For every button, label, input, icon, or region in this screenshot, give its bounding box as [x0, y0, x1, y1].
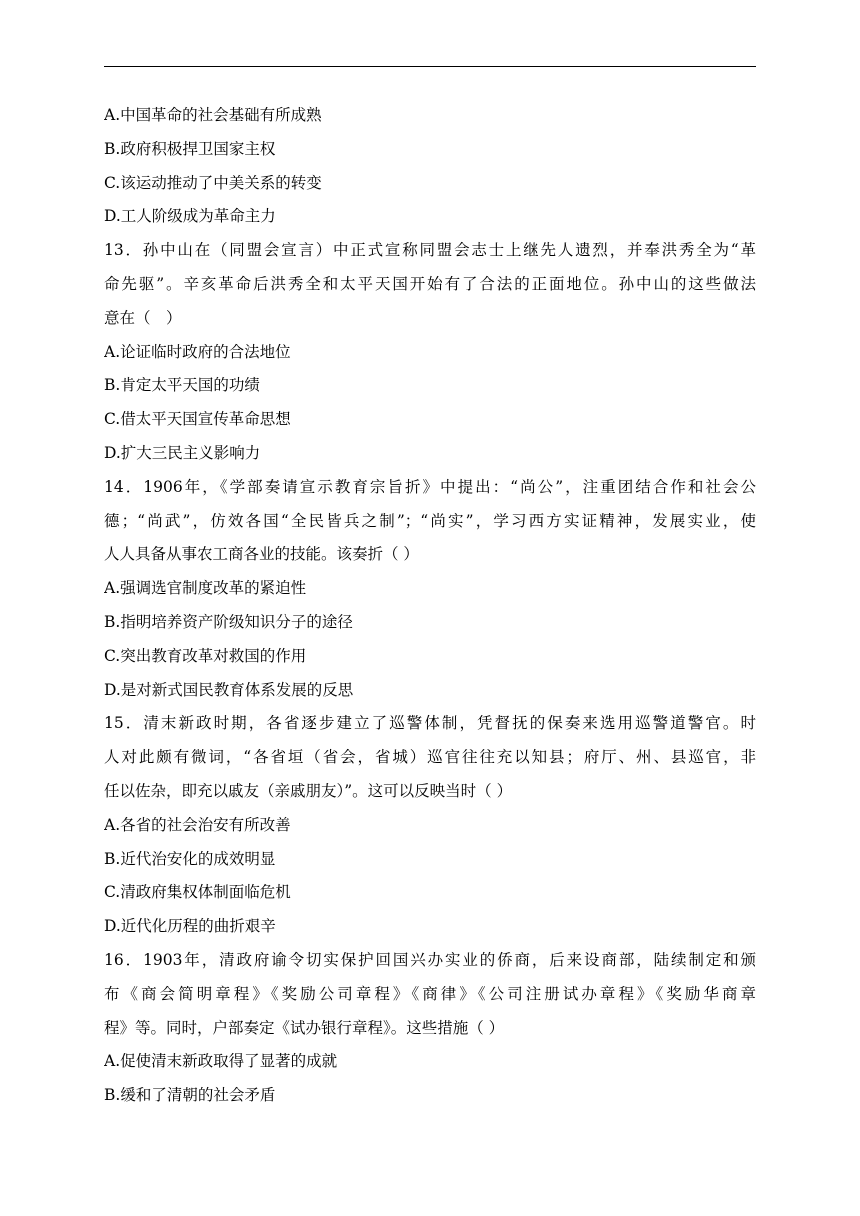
question-15-line-1: 15．清末新政时期，各省逐步建立了巡警体制，凭督抚的保奏来选用巡警道警官。时: [104, 714, 756, 733]
question-14-line-2: 德；“尚武”，仿效各国“全民皆兵之制”；“尚实”，学习西方实证精神，发展实业，使: [104, 511, 756, 530]
option-line: B.指明培养资产阶级知识分子的途径: [104, 612, 353, 631]
option-line: D.近代化历程的曲折艰辛: [104, 917, 276, 936]
question-13-line-3: 意在（ ）: [104, 308, 182, 327]
document-body: [104, 99, 756, 1113]
option-line: A.中国革命的社会基础有所成熟: [104, 106, 322, 124]
option-line: C.借太平天国宣传革命思想: [104, 410, 291, 429]
option-line: A.强调选官制度改革的紧迫性: [104, 579, 307, 598]
option-line: B.肯定太平天国的功绩: [104, 376, 260, 395]
option-line: C.该运动推动了中美关系的转变: [104, 173, 322, 192]
option-line: D.是对新式国民教育体系发展的反思: [104, 680, 354, 699]
option-line: B.近代治安化的成效明显: [104, 849, 276, 868]
option-line: B.缓和了清朝的社会矛盾: [104, 1086, 276, 1105]
option-line: B.政府积极捍卫国家主权: [104, 139, 276, 158]
question-15-line-2: 人对此颇有微词，“各省垣（省会，省城）巡官往往充以知县；府厅、州、县巡官，非: [104, 748, 756, 767]
option-line: A.各省的社会治安有所改善: [104, 815, 291, 834]
header-rule: [104, 66, 756, 67]
option-line: C.突出教育改革对救国的作用: [104, 646, 307, 665]
question-15-line-3: 任以佐杂，即充以戚友（亲戚朋友）”。这可以反映当时（ ）: [104, 781, 513, 800]
option-line: D.扩大三民主义影响力: [104, 443, 261, 462]
question-13-line-1: 13．孙中山在（同盟会宣言）中正式宣称同盟会志士上继先人遗烈，并奉洪秀全为“革: [104, 241, 756, 260]
question-14-line-3: 人人具备从事农工商各业的技能。该奏折（ ）: [104, 545, 419, 564]
question-16-line-1: 16．1903年，清政府谕令切实保护回国兴办实业的侨商，后来设商部，陆续制定和颁: [104, 950, 756, 969]
option-line: A.论证临时政府的合法地位: [104, 342, 291, 361]
question-14-line-1: 14．1906年，《学部奏请宣示教育宗旨折》中提出：“尚公”，注重团结合作和社会公: [104, 477, 756, 496]
option-line: A.促使清末新政取得了显著的成就: [104, 1052, 338, 1071]
question-13-line-2: 命先驱”。辛亥革命后洪秀全和太平天国开始有了合法的正面地位。孙中山的这些做法: [104, 274, 756, 293]
question-16-line-2: 布《商会简明章程》《奖励公司章程》《商律》《公司注册试办章程》《奖励华商章: [104, 984, 756, 1003]
option-line: C.清政府集权体制面临危机: [104, 883, 291, 902]
option-line: D.工人阶级成为革命主力: [104, 207, 276, 226]
question-16-line-3: 程》等。同时，户部奏定《试办银行章程》。这些措施（ ）: [104, 1018, 505, 1037]
